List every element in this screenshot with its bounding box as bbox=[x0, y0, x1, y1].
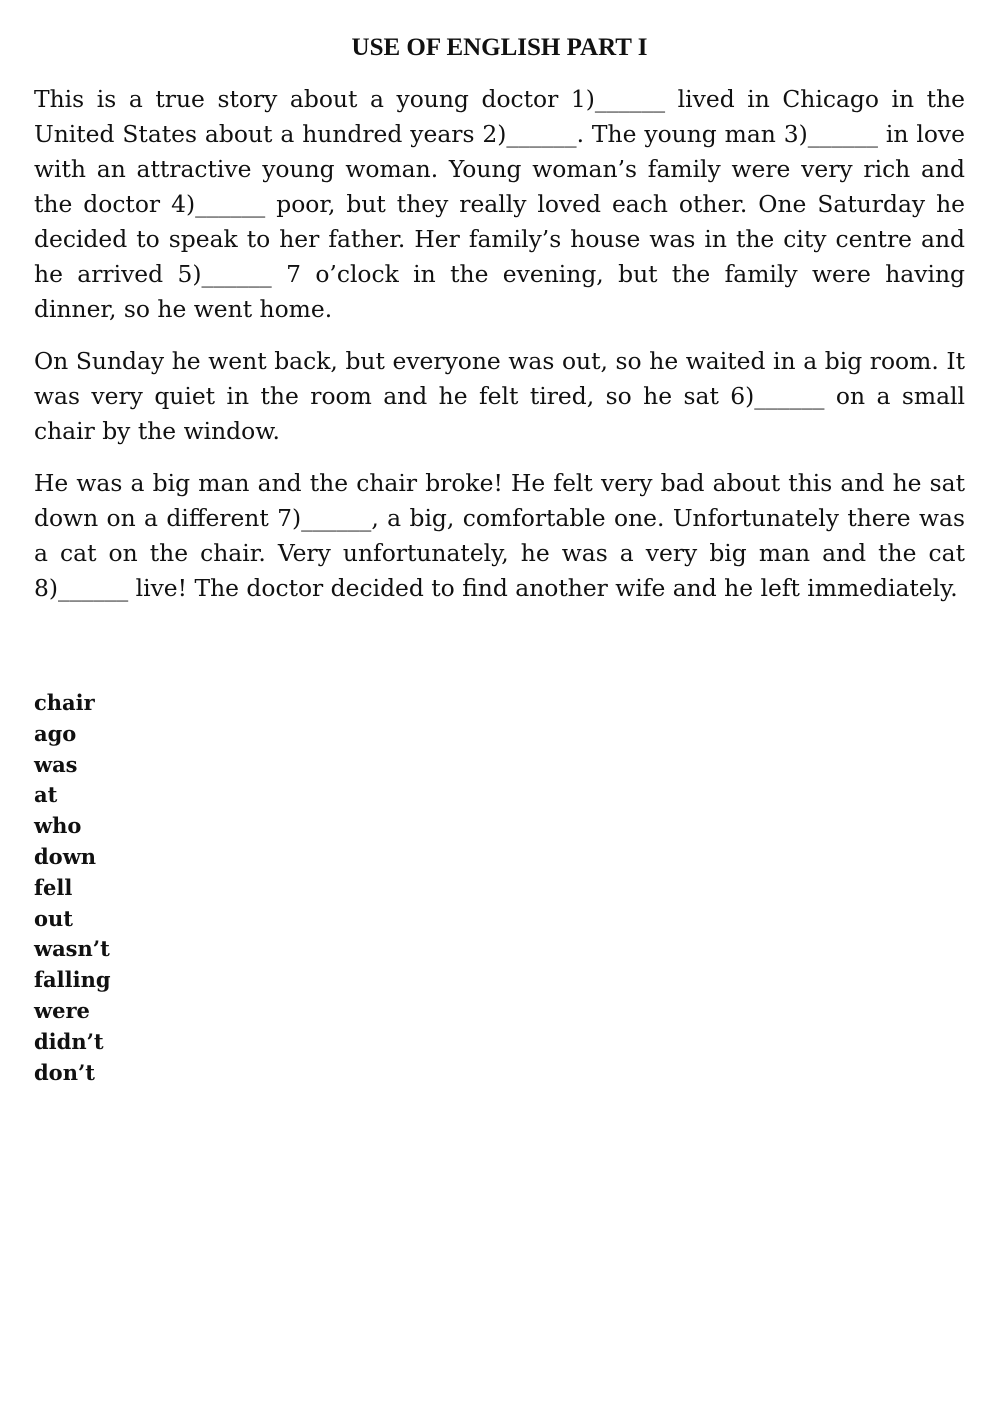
paragraph-text: This is a true story about a young doctor 1)______ lived in Chicago in the United States about a hundred years 2)______. The young man 3)______ in love with an attractive young woman. Young woman’s family were very rich and the doctor 4)______ poor, but they really loved each other. One Saturday he decided to speak to her father. Her family’s house was in the city centre and he arrived 5)______ 7 o’clock in the evening, but the family were having dinner, so he went home. bbox=[34, 85, 965, 323]
word-bank-item: at bbox=[34, 782, 58, 808]
word-bank bbox=[34, 688, 965, 1088]
paragraph-text: He was a big man and the chair broke! He felt very bad about this and he sat down on a different 7)______, a big, comfortable one. Unfortunately there was a cat on the chair. Very unfortunately, he was a very big man and the cat 8)______ live! The doctor decided to find another wife and he left immediately. bbox=[34, 469, 965, 602]
word-bank-item: were bbox=[34, 997, 90, 1023]
word-bank-item: don’t bbox=[34, 1059, 95, 1085]
worksheet-page bbox=[34, 30, 965, 1088]
word-bank-item: falling bbox=[34, 967, 111, 993]
story-paragraph-2 bbox=[34, 344, 965, 449]
story-paragraph-1 bbox=[34, 82, 965, 327]
story-paragraph-3 bbox=[34, 466, 965, 606]
word-bank-item: wasn’t bbox=[34, 936, 110, 962]
word-bank-item: who bbox=[34, 813, 82, 839]
word-bank-item: fell bbox=[34, 874, 73, 900]
word-bank-item: ago bbox=[34, 720, 77, 746]
word-bank-item: down bbox=[34, 843, 97, 869]
word-bank-item: was bbox=[34, 751, 78, 777]
word-bank-item: didn’t bbox=[34, 1028, 104, 1054]
word-bank-item: out bbox=[34, 905, 73, 931]
page-title: USE OF ENGLISH PART I bbox=[351, 34, 648, 61]
paragraph-text: On Sunday he went back, but everyone was out, so he waited in a big room. It was very quiet in the room and he felt tired, so he sat 6)______ on a small chair by the window. bbox=[34, 347, 965, 445]
word-bank-item: chair bbox=[34, 690, 95, 715]
